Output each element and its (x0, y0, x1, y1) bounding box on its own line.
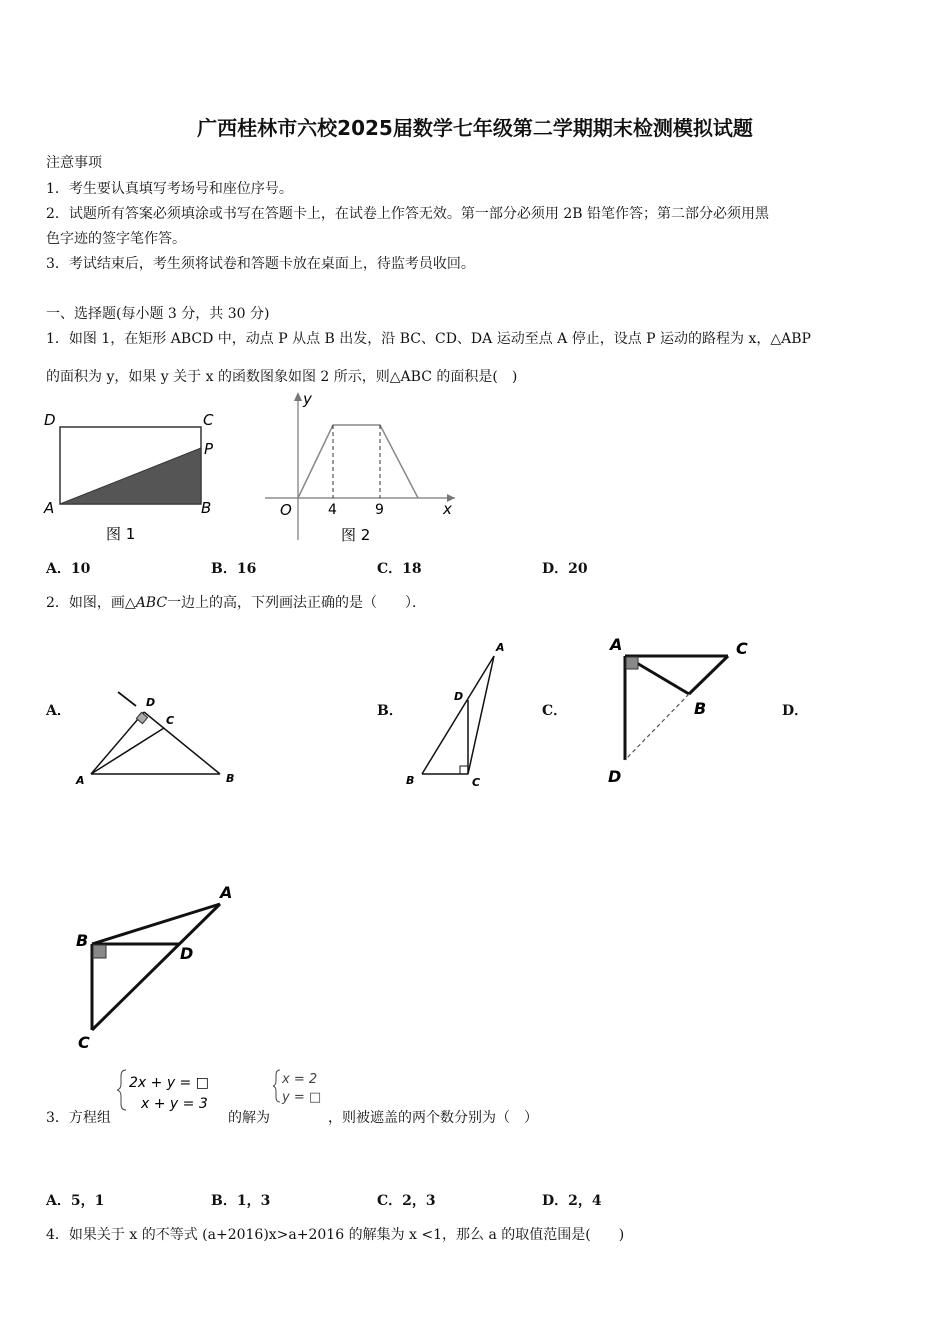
label-B: B (226, 772, 235, 785)
option-d[interactable]: D．20 (542, 561, 588, 577)
q3-suffix: ，则被遮盖的两个数分别为（ ） (328, 1110, 538, 1126)
option-c[interactable]: C．18 (377, 561, 422, 577)
page-title: 广西桂林市六校2025届数学七年级第二学期期末检测模拟试题 (197, 116, 753, 140)
label-B: B (406, 774, 415, 787)
shaded-triangle (60, 448, 201, 504)
q2-figure-a (72, 686, 247, 791)
label-A: A (44, 499, 55, 517)
label-C: C (472, 776, 481, 789)
option-a[interactable]: A．10 (46, 561, 91, 577)
q1-figure2 (255, 390, 465, 550)
q1-line2: 的面积为 y，如果 y 关于 x 的函数图象如图 2 所示，则△ABC 的面积是( ) (46, 369, 518, 385)
label-D: D (454, 690, 464, 703)
label-A: A (610, 635, 623, 654)
system-eq2: x + y = 3 (141, 1096, 208, 1112)
q1-figure1 (40, 405, 240, 550)
figure-caption: 图 2 (341, 526, 371, 544)
label-C: C (166, 714, 175, 727)
axis-label-y: y (303, 390, 312, 408)
q3-system (117, 1066, 227, 1116)
solution-eq1: x = 2 (282, 1072, 318, 1087)
label-A: A (76, 774, 85, 787)
q3-solution (273, 1066, 333, 1110)
option-a[interactable]: A．5，1 (46, 1193, 105, 1209)
label-P: P (204, 440, 214, 458)
option-d[interactable]: D．2，4 (542, 1193, 602, 1209)
label-C: C (203, 411, 214, 429)
axis-label-x: x (443, 500, 452, 518)
q2-option-a-label[interactable]: A． (46, 703, 71, 719)
label-B: B (76, 931, 89, 950)
q2-option-d-label[interactable]: D． (782, 703, 809, 719)
figure-caption: 图 1 (106, 525, 136, 543)
q3-prefix: 3．方程组 (46, 1110, 111, 1126)
q2-figure-b (400, 636, 515, 791)
function-graph (298, 425, 418, 498)
q2-figure-d (72, 878, 247, 1053)
notice-item: 3．考试结束后，考生须将试卷和答题卡放在桌面上，待监考员收回。 (46, 256, 475, 272)
solution-eq2: y = □ (282, 1090, 322, 1105)
q2-figure-c (600, 630, 760, 790)
option-b[interactable]: B．1，3 (211, 1193, 271, 1209)
q2-option-c-label[interactable]: C． (542, 703, 568, 719)
label-B: B (201, 499, 212, 517)
q4-stem: 4．如果关于 x 的不等式 (a+2016)x>a+2016 的解集为 x <1，那么 a 的取值范围是( ) (46, 1227, 625, 1243)
system-eq1: 2x + y = □ (129, 1075, 209, 1091)
notice-item: 2．试题所有答案必须填涂或书写在答题卡上，在试卷上作答无效。第一部分必须用 2B 铅笔作答；第二部分必须用黑 (46, 206, 769, 222)
option-b[interactable]: B．16 (211, 561, 257, 577)
q2-prefix: 2．如图，画 (46, 595, 125, 611)
label-B: B (694, 699, 707, 718)
label-A: A (220, 883, 233, 902)
origin-label: O (280, 501, 292, 519)
q2-stem (46, 592, 426, 612)
tick-4: 4 (328, 502, 337, 518)
q2-suffix: 一边上的高，下列画法正确的是（ ）． (167, 595, 427, 611)
q2-math: △ABC (124, 595, 168, 611)
label-C: C (78, 1033, 90, 1052)
label-A: A (496, 641, 505, 654)
label-D: D (44, 411, 56, 429)
notice-heading: 注意事项 (46, 155, 102, 171)
tick-9: 9 (375, 502, 384, 518)
label-C: C (736, 639, 748, 658)
notice-item: 1．考生要认真填写考场号和座位序号。 (46, 181, 293, 197)
label-D: D (608, 767, 622, 786)
section-heading: 一、选择题(每小题 3 分，共 30 分) (46, 306, 270, 322)
q3-mid: 的解为 (228, 1110, 270, 1126)
option-c[interactable]: C．2，3 (377, 1193, 436, 1209)
label-D: D (180, 944, 194, 963)
notice-item: 色字迹的签字笔作答。 (46, 231, 186, 247)
label-D: D (146, 696, 156, 709)
q2-option-b-label[interactable]: B． (377, 703, 403, 719)
q1-line1: 1．如图 1，在矩形 ABCD 中，动点 P 从点 B 出发，沿 BC、CD、DA 运动至点 A 停止，设点 P 运动的路程为 x，△ABP (46, 331, 811, 347)
